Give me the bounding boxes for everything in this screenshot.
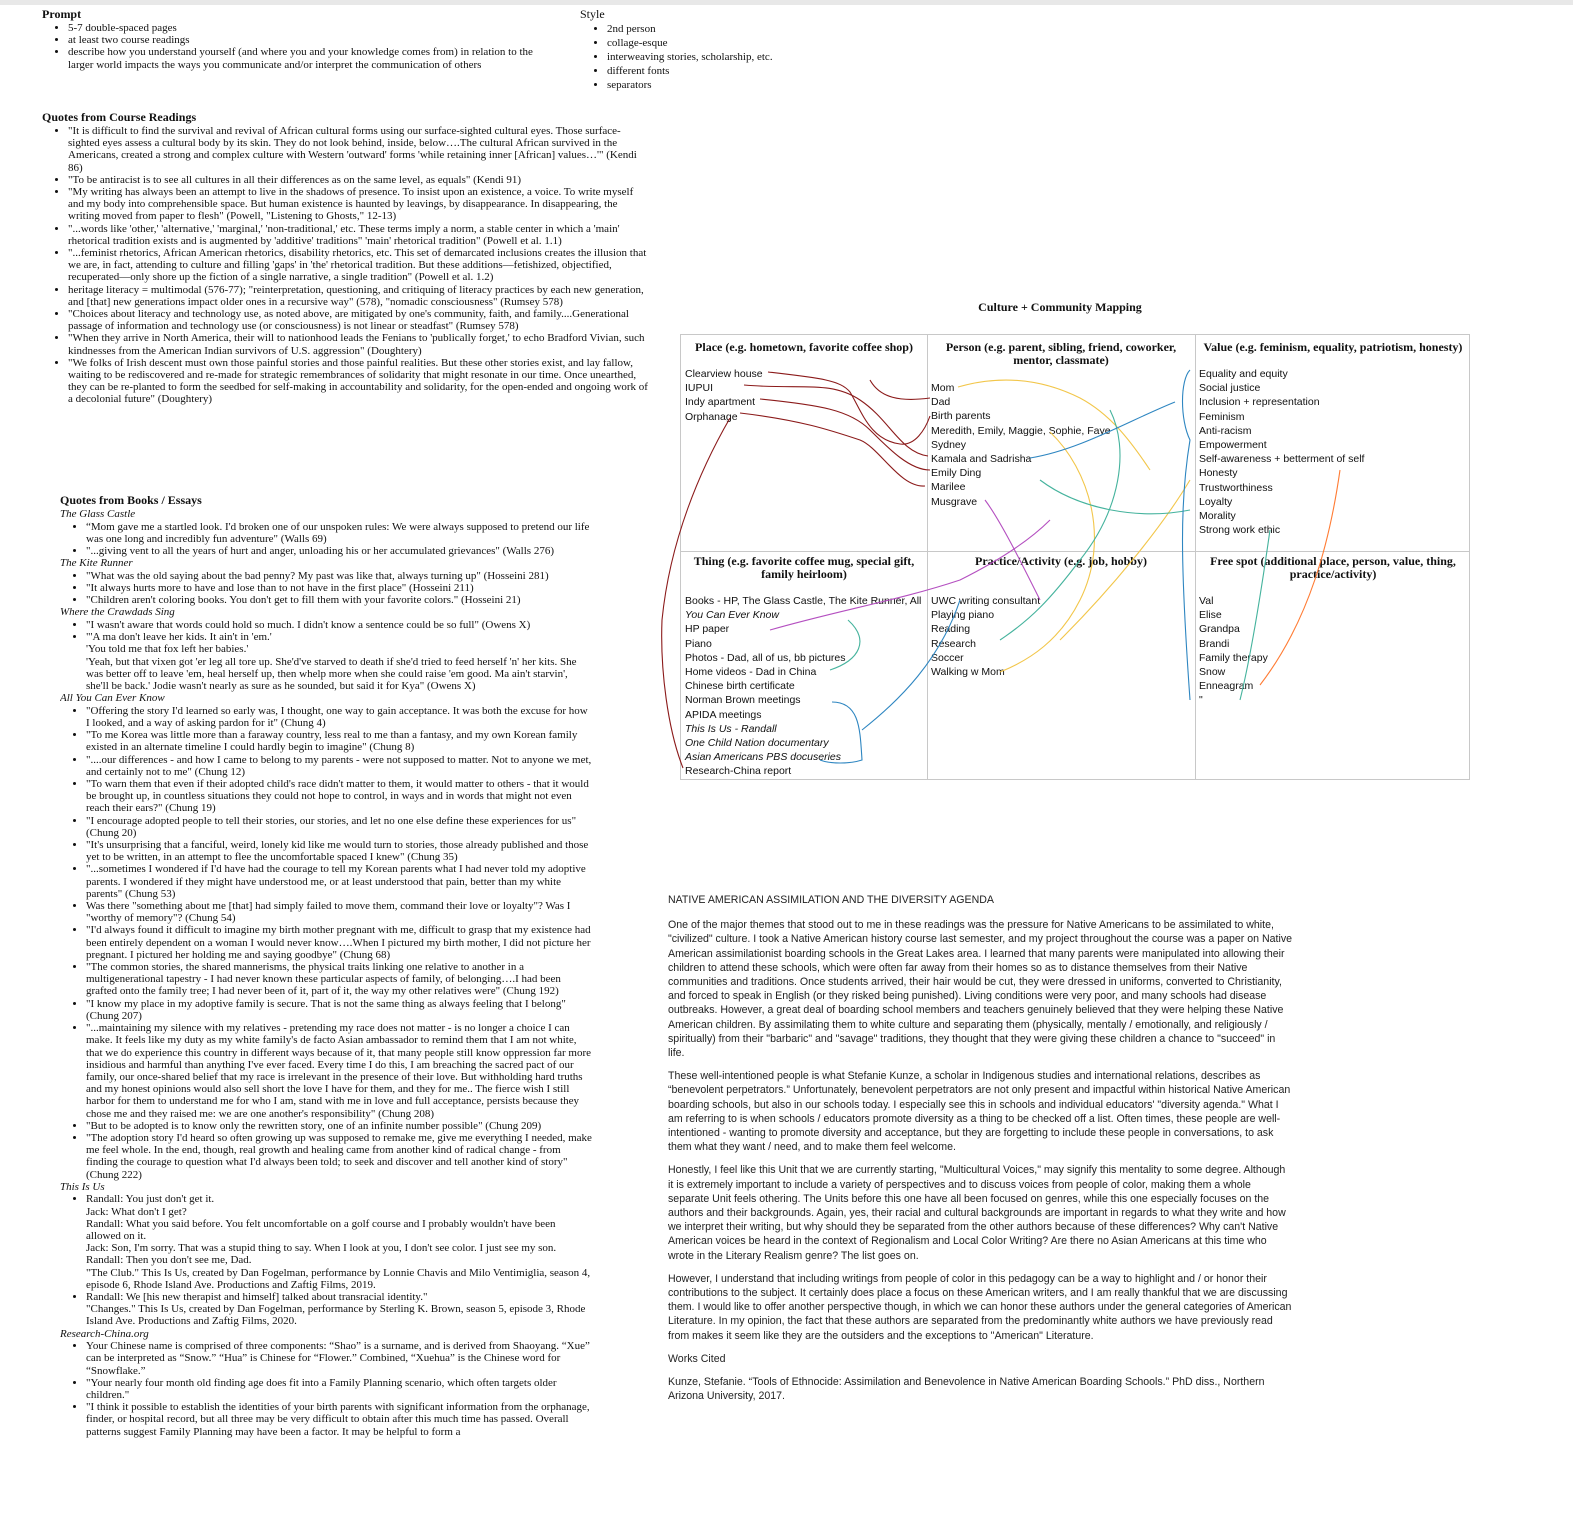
connection-line — [1000, 432, 1094, 672]
map-item: Home videos - Dad in China — [685, 666, 817, 679]
map-item: Research — [931, 637, 976, 650]
connection-line — [1000, 410, 1120, 640]
map-item: This Is Us - Randall — [685, 722, 777, 735]
quote-item: • "I know my place in my adoptive family is secure. That is not the same thing as always feeling that I belong" (Chung 207) — [86, 998, 592, 1022]
connection-line — [830, 620, 860, 670]
map-item: Reading — [931, 623, 971, 636]
source-title: The Glass Castle — [60, 508, 136, 520]
map-item: Loyalty — [1199, 495, 1233, 508]
list-item: • separators — [607, 78, 840, 92]
map-item: Val — [1199, 595, 1214, 607]
connection-line — [1030, 402, 1175, 458]
map-item: Kamala and Sadrisha — [931, 453, 1032, 466]
map-item: Piano — [685, 637, 712, 650]
map-item: Meredith, Emily, Maggie, Sophie, Faye — [931, 424, 1111, 437]
prompt-heading: Prompt — [42, 7, 82, 21]
connection-line — [1240, 530, 1270, 700]
orange-lines — [1260, 470, 1340, 685]
map-item: You Can Ever Know — [685, 609, 779, 622]
list-item: • describe how you understand yourself (and where you and your knowledge comes from) in relation to the larger world impacts the ways you communicate and/or interpret the communication of others — [68, 46, 542, 70]
connection-line — [768, 372, 930, 444]
map-cell-heading: Place (e.g. hometown, favorite coffee shop) — [695, 340, 913, 354]
mom-lines — [958, 380, 1190, 672]
map-item: Soccer — [931, 651, 964, 664]
list-item: • 5-7 double-spaced pages — [68, 22, 542, 34]
quote-item: • "...feminist rhetorics, African American rhetorics, disability rhetorics, etc. This set of demarcated inclusions creates the illusion that we are, in fact, attending to culture and filling 'gaps' in 'the' rhetorical tradition. But these additions—fetishized, objectified, recuperated—only shore up the fiction of a single narrative, a single tradition" (Powell et al. 1.2) — [68, 247, 648, 284]
map-item: Trustworthiness — [1199, 481, 1273, 494]
map-item: Brandi — [1199, 637, 1230, 650]
works-cited-entry: Kunze, Stefanie. “Tools of Ethnocide: Assimilation and Benevolence in Native American Boarding Schools.” PhD diss., Northern Arizona University, 2017. — [668, 1376, 1265, 1403]
purple-lines — [770, 500, 1050, 630]
source-title: The Kite Runner — [60, 557, 133, 570]
map-item: Empowerment — [1199, 439, 1267, 452]
map-item: One Child Nation documentary — [685, 737, 829, 750]
essay-title: NATIVE AMERICAN ASSIMILATION AND THE DIVERSITY AGENDA — [668, 894, 994, 906]
quote-item: • "To be antiracist is to see all cultures in all their differences as on the same level, as equals" (Kendi 91) — [68, 174, 648, 186]
source-title: Research-China.org — [60, 1327, 149, 1340]
map-item: Morality — [1199, 510, 1236, 523]
quote-item: • "Offering the story I'd learned so early was, I thought, one way to gain acceptance. It was both the excuse for how I looked, and a way of asking pardon for it" (Chung 4) — [86, 705, 592, 729]
map-item: Photos - Dad, all of us, bb pictures — [685, 651, 846, 664]
map-item: Playing piano — [931, 609, 995, 622]
list-item: • 2nd person — [607, 22, 840, 36]
quote-item: • "To warn them that even if their adopted child's race didn't matter to them, it would matter to others - that it would be brought up, in countless situations they could not hope to control, in ways and in words that might not even reach their ears?" (Chung 19) — [86, 778, 592, 815]
book-quotes-heading: Quotes from Books / Essays — [60, 493, 202, 507]
map-item: Clearview house — [685, 368, 763, 380]
map-item: Dad — [931, 396, 951, 409]
connection-line — [958, 380, 1150, 470]
quote-item: • Randall: We [his new therapist and himself] talked about transracial identity." "Changes." This Is Us, created by Dan Fogelman, performance by Sterling K. Brown, season 5, episode 3, Rhode Island Ave. Productions and Zaftig Films, 2020. — [86, 1291, 592, 1328]
map-item: Equality and equity — [1199, 368, 1288, 380]
essay-paragraph: Honestly, I feel like this Unit that we are currently starting, "Multicultural Voices," may signify this mentality to some degree. Although it is extremely important to include a variety of perspectives and to discuss voices from people of color, making them a whole separate Unit feels othering. The Units before this one have all been focused on genres, while this one especially focuses on the authors and their backgrounds. Again, yes, their racial and cultural backgrounds are important in regards to what they write and how we interpret their writing, but why should they be separated from the other authors because of these differences? Why can't Native American voices be heard in the context of Regionalism and Local Color Writing? Are there no Asian Americans at this time who wrote in the Literary Realism genre? The list goes on. — [668, 1164, 1286, 1262]
connection-line — [744, 385, 928, 456]
essay-paragraph: One of the major themes that stood out to me in these readings was the pressure for Native Americans to be assimilated to white, "civilized" culture. I took a Native American history course last semester, and my project throughout the course was a paper on Native American assimilationist boarding schools in the Great Lakes area. I learned that many parents were manipulated into allowing their children to attend these schools, which were often far away from their homes so as to distance themselves from their Native communities and traditions. Once students arrived, their hair would be cut, they were dressed in uniforms, converted to Christianity, and forced to speak in English (or they risked being punished). Living conditions were very poor, and many schools had disease outbreaks. However, a great deal of boarding school members and teachers genuinely believed that they were helping these Native American children. By assimilating them to white culture and separating them (physically, mentally / emotionally, and religiously / spiritually) from their "barbaric" and "savage" traditions, they thought that they were giving these children a chance to "succeed" in life. — [668, 919, 1293, 1060]
source-title: This Is Us — [60, 1180, 105, 1193]
map-item: Mom — [931, 382, 955, 394]
list-item: • at least two course readings — [68, 34, 542, 46]
map-item: HP paper — [685, 623, 730, 636]
map-item: Feminism — [1199, 410, 1245, 423]
map-item: UWC writing consultant — [931, 595, 1041, 607]
quote-item: • "....our differences - and how I came to belong to my parents - were not supposed to matter. Not to anyone we met, and certainly not to me" (Chung 12) — [86, 754, 592, 778]
quote-item: • “Mom gave me a startled look. I'd broken one of our unspoken rules: We were always supposed to pretend our life was one long and incredibly fun adventure" (Walls 69) — [86, 521, 592, 545]
quote-item: • "It's unsurprising that a fanciful, weird, lonely kid like me would turn to stories, those already published and those yet to be written, in an attempt to flee the uncomfortable spaced I knew" (Chung 35) — [86, 839, 592, 863]
map-item: Strong work ethic — [1199, 524, 1281, 537]
quote-item: • "I encourage adopted people to tell their stories, our stories, and let no one else define these experiences for us" (Chung 20) — [86, 815, 592, 839]
map-cell-heading: Free spot (additional place, person, value, thing, practice/activity) — [1210, 554, 1456, 581]
works-cited-heading: Works Cited — [668, 1352, 726, 1365]
map-item: Snow — [1199, 666, 1226, 679]
connection-line — [870, 380, 930, 399]
source-title: All You Can Ever Know — [60, 692, 165, 705]
list-item: • interweaving stories, scholarship, etc. — [607, 50, 840, 64]
map-item: Enneagram — [1199, 680, 1254, 693]
map-item: Birth parents — [931, 410, 991, 423]
quote-item: • "I think it possible to establish the identities of your birth parents with significant information from the orphanage, finder, or hospital record, but all three may be very difficult to obtain after this much time has passed. Overall patterns suggest Family Planning may have been a factor. It may be helpful to form a — [86, 1401, 592, 1438]
quote-item: • Was there "something about me [that] had simply failed to move them, command their love or loyalty"? Was I "worthy of memory"? (Chung 54) — [86, 900, 592, 924]
quote-item: • Your Chinese name is comprised of three components: “Shao” is a surname, and is derived from Shaoyang. “Xue” can be interpreted as “Snow.” “Hua” is Chinese for “Flower.” Combined, “Xuehua” is the Chinese word for “Snowflake.” — [86, 1340, 592, 1377]
map-title: Culture + Community Mapping — [978, 300, 1142, 314]
map-item: Inclusion + representation — [1199, 396, 1320, 409]
map-item: Norman Brown meetings — [685, 694, 801, 707]
map-item: Walking w Mom — [931, 666, 1005, 679]
map-item: Indy apartment — [685, 396, 756, 409]
map-item: Honesty — [1199, 467, 1238, 480]
quote-item: • "What was the old saying about the bad penny? My past was like that, always turning up" (Hosseini 281) — [86, 570, 592, 582]
quote-item: • "...giving vent to all the years of hurt and anger, unloading his or her accumulated grievances" (Walls 276) — [86, 545, 592, 557]
quote-item: • "Your nearly four month old finding age does fit into a Family Planning scenario, which often targets older children." — [86, 1377, 592, 1401]
quote-item: • "When they arrive in North America, their will to nationhood leads the Fenians to 'publically forget,' to echo Bradford Vivian, such kindnesses from the American Indian survivors of U.S. aggression" (Doughtery) — [68, 332, 648, 356]
map-item: Asian Americans PBS docuseries — [685, 751, 842, 764]
map-item: Emily Ding — [931, 467, 982, 480]
quote-item: • "But to be adopted is to know only the rewritten story, one of an infinite number possible" (Chung 209) — [86, 1120, 592, 1132]
map-item: Research-China report — [685, 765, 792, 778]
quote-item: • "...maintaining my silence with my relatives - pretending my race does not matter - is no longer a choice I can make. It feels like my duty as my white family's de facto Asian ambassador to remind them that I am not white, that we do experience this country in different ways because of it, that many people still know oppression far more insidious and harmful than anything I've ever faced. Every time I do this, I am breaching the sacred pact of our family, our once-shared belief that my race is irrelevant in the presence of their love. But withholding hard truths and my honest opinions would also sell short the love I have for them, and they for me.. The fierce wish I still harbor for them to understand me for who I am, stand with me in love and full acceptance, persists because they chose me and they raised me: we are one another's responsibility" (Chung 208) — [86, 1022, 592, 1120]
list-item: • different fonts — [607, 64, 840, 78]
blue-lines — [820, 370, 1190, 763]
map-item: Marilee — [931, 481, 966, 494]
map-item: Family therapy — [1199, 651, 1268, 664]
quote-item: • "We folks of Irish descent must own those painful stories and those painful realities. But these other stories exist, and lay fallow, waiting to be rediscovered and re-made for strategic remembrances of solidarity that might resonate in our time. Once unearthed, they can be re-planted to form the seedbed for self-making in accountability and solidarity, for the open-ended and ongoing work of a decolonial future" (Doughtery) — [68, 357, 648, 406]
style-heading: Style — [580, 7, 605, 21]
quote-item: • "It is difficult to find the survival and revival of African cultural forms using our surface-sighted cultural eyes. Those surface-sighted eyes assess a cultural body by its skin. They do not look behind, inside, below….The cultural African survived in the Americans, created a strong and complex culture with Western 'outward' forms 'while retaining inner [African] values…'" (Kendi 86) — [68, 125, 648, 174]
map-item: Books - HP, The Glass Castle, The Kite Runner, All — [685, 595, 922, 607]
map-item: IUPUI — [685, 382, 714, 395]
connection-line — [1040, 480, 1190, 514]
map-cell-heading: Value (e.g. feminism, equality, patriotism, honesty) — [1203, 340, 1463, 354]
map-cell-heading: Thing (e.g. favorite coffee mug, special gift, family heirloom) — [693, 554, 915, 581]
quote-item: • Randall: You just don't get it. Jack: What don't I get? Randall: What you said before. You felt uncomfortable on a golf course and I probably wouldn't have been allowed on it. Jack: Son, I'm sorry. That was a stupid thing to say. When I look at you, I don't see color. I just see my son. Randall: Then you don't see me, Dad. "The Club." This Is Us, created by Dan Fogelman, performance by Lonnie Chavis and Milo Ventimiglia, season 4, episode 6, Rhode Island Ave. Productions and Zaftig Films, 2019. — [86, 1193, 592, 1291]
quote-item: • "...sometimes I wondered if I'd have had the courage to tell my Korean parents what I had never told my adoptive parents. I wondered if they might have understood me, or at least understood that pain, better than my white parents" (Chung 53) — [86, 863, 592, 900]
connection-line — [760, 399, 930, 470]
essay-paragraph: However, I understand that including writings from people of color in this pedagogy can be a way to highlight and / or honor their contributions to the subject. It certainly does place a focus on these American writers, and I am really thankful that we are discussing them. I would like to offer another perspective though, in which we can honor these authors under the general categories of American Literature. In my opinion, the fact that these authors are separated from the predominantly white authors we have previously read from makes it seem like they are the outsiders and the exceptions to "American" Literature. — [668, 1272, 1292, 1342]
quote-item: • "I wasn't aware that words could hold so much. I didn't know a sentence could be so full" (Owens X) — [86, 619, 592, 631]
map-cell-heading: Person (e.g. parent, sibling, friend, coworker, mentor, classmate) — [945, 340, 1177, 367]
map-item: Chinese birth certificate — [685, 680, 795, 693]
course-quotes-heading: Quotes from Course Readings — [42, 110, 197, 124]
map-item: Anti-racism — [1199, 424, 1252, 437]
essay-section — [668, 893, 1293, 1413]
quote-item: • "...words like 'other,' 'alternative,' 'marginal,' 'non-traditional,' etc. These terms imply a norm, a stable center in which a 'main' rhetorical tradition exists and is augmented by 'additive' traditions" 'main' rhetorical tradition" (Powell et al. 1.1) — [68, 223, 648, 247]
place-lines — [662, 372, 930, 768]
map-item: Self-awareness + betterment of self — [1199, 453, 1365, 466]
map-item: Grandpa — [1199, 623, 1240, 636]
connection-line — [662, 418, 730, 768]
map-item: Musgrave — [931, 495, 978, 508]
quote-item: • heritage literacy = multimodal (576-77); "reinterpretation, questioning, and critiquing of literacy practices by each new generation, and [that] new generations impact older ones in a recursive way" (578), "nomadic consciousness" (Rumsey 578) — [68, 284, 648, 308]
connection-line — [820, 702, 862, 763]
quote-item: • "To me Korea was little more than a faraway country, less real to me than a fantasy, and my own Korean family existed in an alternate timeline I could hardly begin to imagine" (Chung 8) — [86, 729, 592, 753]
quote-item: • "Children aren't coloring books. You don't get to fill them with your favorite colors." (Hosseini 21) — [86, 594, 592, 606]
connection-line — [862, 600, 960, 730]
quote-item: • "I'd always found it difficult to imagine my birth mother pregnant with me, difficult to grasp that my existence had been entirely dependent on a woman I would never know….When I pictured my birth mother, I did not picture her pregnant. I pictured her holding me and saying goodbye" (Chung 68) — [86, 924, 592, 961]
map-cell-heading: Practice/Activity (e.g. job, hobby) — [975, 554, 1147, 568]
map-item: Elise — [1199, 609, 1222, 622]
quote-item: • "'A ma don't leave her kids. It ain't in 'em.' 'You told me that fox left her babies.' 'Yeah, but that vixen got 'er leg all tore up. She'd've starved to death if she'd tried to feed herself 'n' her kits. She was better off to leave 'em, heal herself up, then whelp more when she could raise 'em good. Ma ain't starvin', she'll be back.' Jodie wasn't nearly as sure as he sounded, but said it for Kya" (Owens X) — [86, 631, 592, 692]
quote-item: • "The adoption story I'd heard so often growing up was supposed to remake me, give me everything I needed, make me feel whole. In the end, though, real growth and healing came from another kind of radical change - from finding the courage to question what I'd always been told; to seek and discover and tell another kind of story" (Chung 222) — [86, 1132, 592, 1181]
quote-item: • "My writing has always been an attempt to live in the shadows of presence. To insist upon an existence, a voice. To write myself and my body into comprehensible space. But human existence is haunted by leavings, by disappearance. In disappearing, the writing moved from paper to flesh" (Powell, "Listening to Ghosts," 12-13) — [68, 186, 648, 223]
quote-item: • "Choices about literacy and technology use, as noted above, are mitigated by one's community, faith, and family....Generational passage of information and technology use (or consciousness) is not linear or steadfast" (Rumsey 578) — [68, 308, 648, 332]
quote-item: • "The common stories, the shared mannerisms, the physical traits linking one relative to another in a multigenerational tapestry - I had never known these particular aspects of family, of belonging….I had been grafted onto the family tree; I had never been of it, part of it, the way my other relatives were" (Chung 192) — [86, 961, 592, 998]
connection-line — [1183, 370, 1191, 700]
quote-item: • "It always hurts more to have and lose than to not have in the first place" (Hosseini 211) — [86, 582, 592, 594]
essay-paragraph: These well-intentioned people is what Stefanie Kunze, a scholar in Indigenous studies and international relations, describes as “benevolent perpetrators.” Unfortunately, benevolent perpetrators are not only present and impactful within historical Native American boarding schools, but also in our schools today. I especially see this in schools and individual educators' "diversity agenda." What I am referring to is when schools / educators promote diversity as a thing to be checked off a list. Often times, these people are well-intentioned - wanting to promote diversity and acceptance, but they are forgetting to include these people in conversations, to ask them what they want / need, and to make them feel welcome. — [668, 1070, 1291, 1154]
source-title: Where the Crawdads Sing — [60, 606, 175, 619]
map-item: Social justice — [1199, 382, 1261, 395]
list-item: • collage-esque — [607, 36, 840, 50]
connection-line — [740, 413, 925, 486]
map-item: APIDA meetings — [685, 708, 762, 721]
map-item: Orphanage — [685, 410, 738, 423]
map-item: Sydney — [931, 438, 967, 451]
map-item: " — [1199, 694, 1203, 707]
connection-line — [1260, 470, 1340, 685]
